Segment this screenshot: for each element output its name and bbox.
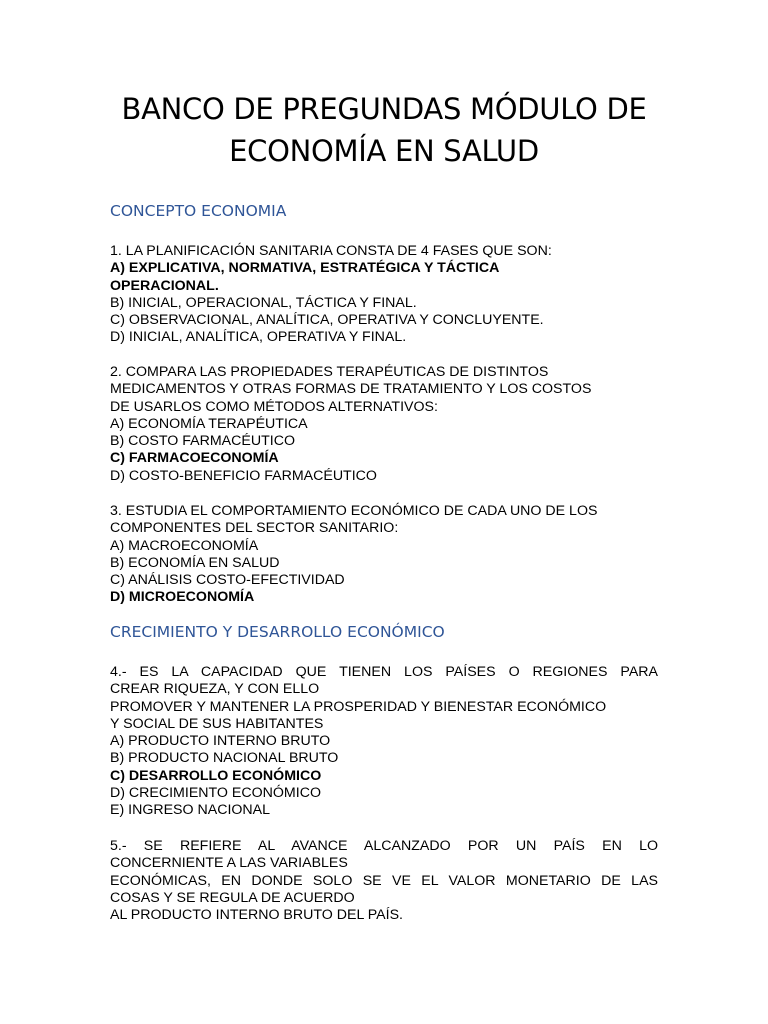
page-title-line-1: BANCO DE PREGUNDAS MÓDULO DE <box>121 92 647 126</box>
question-text: COMPONENTES DEL SECTOR SANITARIO: <box>110 520 399 537</box>
question-text: 2. COMPARA LAS PROPIEDADES TERAPÉUTICAS DE DISTINTOS <box>110 364 549 380</box>
answer-option: OPERACIONAL. <box>110 277 219 294</box>
section-heading-crecimiento-desarrollo: CRECIMIENTO Y DESARROLLO ECONÓMICO <box>110 623 445 641</box>
answer-option: A) ECONOMÍA TERAPÉUTICA <box>110 415 308 432</box>
answer-option: C) OBSERVACIONAL, ANALÍTICA, OPERATIVA Y CONCLUYENTE. <box>110 312 544 329</box>
answer-option: E) INGRESO NACIONAL <box>110 802 271 819</box>
answer-option: B) ECONOMÍA EN SALUD <box>110 554 280 571</box>
answer-option: A) PRODUCTO INTERNO BRUTO <box>110 733 331 750</box>
question-text: 3. ESTUDIA EL COMPORTAMIENTO ECONÓMICO DE CADA UNO DE LOS <box>110 503 598 519</box>
question-text: ECONÓMICAS, EN DONDE SOLO SE VE EL VALOR MONETARIO DE LAS <box>110 872 658 889</box>
page-title-line-2: ECONOMÍA EN SALUD <box>229 134 539 168</box>
page-title <box>0 88 768 172</box>
question-4 <box>110 664 658 820</box>
question-1 <box>110 243 658 347</box>
answer-option: D) INICIAL, ANALÍTICA, OPERATIVA Y FINAL. <box>110 329 407 346</box>
question-text: Y SOCIAL DE SUS HABITANTES <box>110 715 324 732</box>
answer-option: B) INICIAL, OPERACIONAL, TÁCTICA Y FINAL. <box>110 294 417 311</box>
question-text: 1. LA PLANIFICACIÓN SANITARIA CONSTA DE 4 FASES QUE SON: <box>110 243 552 259</box>
answer-option: C) FARMACOECONOMÍA <box>110 450 279 467</box>
question-text: CONCERNIENTE A LAS VARIABLES <box>110 855 348 872</box>
answer-option: D) MICROECONOMÍA <box>110 589 255 606</box>
question-5 <box>110 838 658 924</box>
answer-option: A) MACROECONOMÍA <box>110 537 259 554</box>
question-text: AL PRODUCTO INTERNO BRUTO DEL PAÍS. <box>110 907 403 924</box>
answer-option: A) EXPLICATIVA, NORMATIVA, ESTRATÉGICA Y TÁCTICA <box>110 260 500 277</box>
question-text: MEDICAMENTOS Y OTRAS FORMAS DE TRATAMIENTO Y LOS COSTOS <box>110 381 592 398</box>
question-text: COSAS Y SE REGULA DE ACUERDO <box>110 889 355 906</box>
answer-option: C) DESARROLLO ECONÓMICO <box>110 767 322 784</box>
answer-option: B) PRODUCTO NACIONAL BRUTO <box>110 750 339 767</box>
question-3 <box>110 503 658 607</box>
question-text: PROMOVER Y MANTENER LA PROSPERIDAD Y BIENESTAR ECONÓMICO <box>110 698 607 715</box>
question-2 <box>110 364 658 485</box>
section-heading-concepto-economia: CONCEPTO ECONOMIA <box>110 202 287 220</box>
question-text: DE USARLOS COMO MÉTODOS ALTERNATIVOS: <box>110 398 438 415</box>
question-text: CREAR RIQUEZA, Y CON ELLO <box>110 681 320 698</box>
question-text: 5.- SE REFIERE AL AVANCE ALCANZADO POR UN PAÍS EN LO <box>110 838 658 854</box>
answer-option: B) COSTO FARMACÉUTICO <box>110 433 295 450</box>
answer-option: D) CRECIMIENTO ECONÓMICO <box>110 785 321 802</box>
answer-option: D) COSTO-BENEFICIO FARMACÉUTICO <box>110 467 377 484</box>
question-text: 4.- ES LA CAPACIDAD QUE TIENEN LOS PAÍSES O REGIONES PARA <box>110 664 658 680</box>
answer-option: C) ANÁLISIS COSTO-EFECTIVIDAD <box>110 572 345 589</box>
